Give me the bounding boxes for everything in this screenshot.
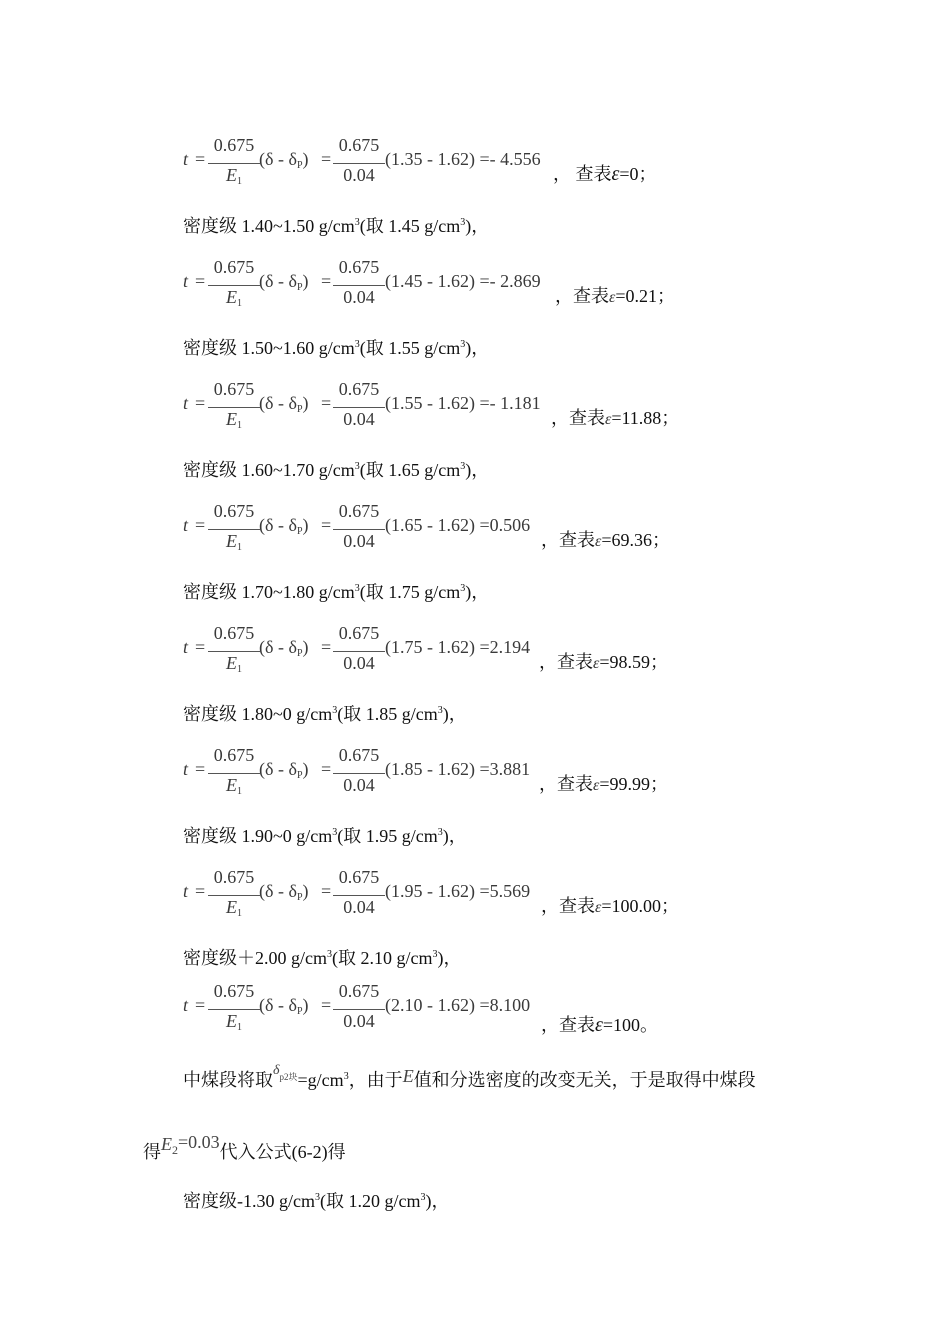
- eq-equals-2: =: [321, 149, 332, 169]
- lookup-result: ， 查表ε=0；: [553, 163, 657, 185]
- eq-arguments: (1.45 - 1.62) =- 2.869: [385, 271, 541, 291]
- density-line-2: 密度级 1.50~1.60 $g/cm^3$(取 1.55 $g/cm^3$)，: [183, 338, 490, 358]
- eq-arguments: (1.35 - 1.62) =- 4.556: [385, 149, 541, 169]
- eq-arguments: (1.65 - 1.62) =0.506: [385, 515, 531, 535]
- equation-5: t = 0.675 $E_1$ $(\delta - \delta_P)$ = 0.675 0.04 (1.75 - 1.62) =2.194 ，查表ε=98.59；: [183, 623, 668, 675]
- lookup-result: ，查表ε=99.99；: [539, 774, 668, 794]
- density-line-5: 密度级 1.80~0 $g/cm^3$(取 1.85 $g/cm^3$)，: [183, 704, 467, 724]
- equation-1: [183, 135, 703, 195]
- equation-2: t = 0.675 $E_1$ $(\delta - \delta_P)$ = 0.675 0.04 (1.45 - 1.62) =- 2.869 ，查表ε=0.21；: [183, 257, 675, 309]
- density-line-3: 密度级 1.60~1.70 $g/cm^3$(取 1.65 $g/cm^3$)，: [183, 460, 490, 480]
- equation-6: t = 0.675 $E_1$ $(\delta - \delta_P)$ = 0.675 0.04 (1.85 - 1.62) =3.881 ，查表ε=99.99；: [183, 745, 668, 797]
- lookup-result: ，查表ε=11.88；: [551, 408, 680, 428]
- lookup-result: ，查表ε=69.36；: [541, 530, 670, 550]
- eq-t: t: [183, 149, 189, 169]
- eq-arguments: (2.10 - 1.62) =8.100: [385, 995, 531, 1015]
- middling-paragraph: 中煤段将取$^{\delta p2块}=g/cm^3$，由于E值和分选密度的改变无关，于是取得中煤段: [183, 1063, 756, 1090]
- density-line-4: 密度级 1.70~1.80 $g/cm^3$(取 1.75 $g/cm^3$)，: [183, 582, 490, 602]
- lookup-result: ，查表ε=98.59；: [539, 652, 668, 672]
- equation-8: t = 0.675 $E_1$ $(\delta - \delta_P)$ = 0.675 0.04 (2.10 - 1.62) =8.100 ，查表ε=100。: [183, 981, 659, 1036]
- eq-arguments: (1.95 - 1.62) =5.569: [385, 881, 531, 901]
- fraction-denominator: $E_1$: [226, 165, 242, 187]
- density-line-7: 密度级＋2.00 $g/cm^3$(取 2.10 $g/cm^3$)，: [183, 948, 462, 968]
- lookup-result: ，查表ε=100.00；: [541, 896, 679, 916]
- eq-arguments: (1.55 - 1.62) =- 1.181: [385, 393, 541, 413]
- lookup-result: ，查表ε=0.21；: [555, 286, 675, 306]
- fraction-e1: [208, 135, 260, 195]
- eq-arguments: (1.85 - 1.62) =3.881: [385, 759, 531, 779]
- equation-4: t = 0.675 $E_1$ $(\delta - \delta_P)$ = 0.675 0.04 (1.65 - 1.62) =0.506 ，查表ε=69.36；: [183, 501, 670, 553]
- lookup-result: ，查表ε=100。: [541, 1014, 659, 1036]
- density-line-last: 密度级-1.30 $g/cm^3$(取 1.20 $g/cm^3$)，: [183, 1191, 450, 1211]
- equation-3: t = 0.675 $E_1$ $(\delta - \delta_P)$ = 0.675 0.04 (1.55 - 1.62) =- 1.181 ，查表ε=11.88；: [183, 379, 680, 431]
- eq-equals: =: [195, 149, 206, 169]
- e2-paragraph: 得$E^2=0.03$代入公式(6-2)得: [143, 1132, 346, 1162]
- eq-arguments: (1.75 - 1.62) =2.194: [385, 637, 531, 657]
- fraction-004: 0.675 0.04: [333, 135, 385, 195]
- fraction-numerator: 0.675: [213, 135, 255, 155]
- density-line-6: 密度级 1.90~0 $g/cm^3$(取 1.95 $g/cm^3$)，: [183, 826, 467, 846]
- density-line-1: 密度级 1.40~1.50 $g/cm^3$(取 1.45 $g/cm^3$)，: [183, 216, 490, 236]
- eq-delta-term: $(\delta - \delta_P)$: [259, 149, 309, 171]
- fraction-bar: [208, 163, 260, 164]
- equation-7: t = 0.675 $E_1$ $(\delta - \delta_P)$ = 0.675 0.04 (1.95 - 1.62) =5.569 ，查表ε=100.00；: [183, 867, 679, 919]
